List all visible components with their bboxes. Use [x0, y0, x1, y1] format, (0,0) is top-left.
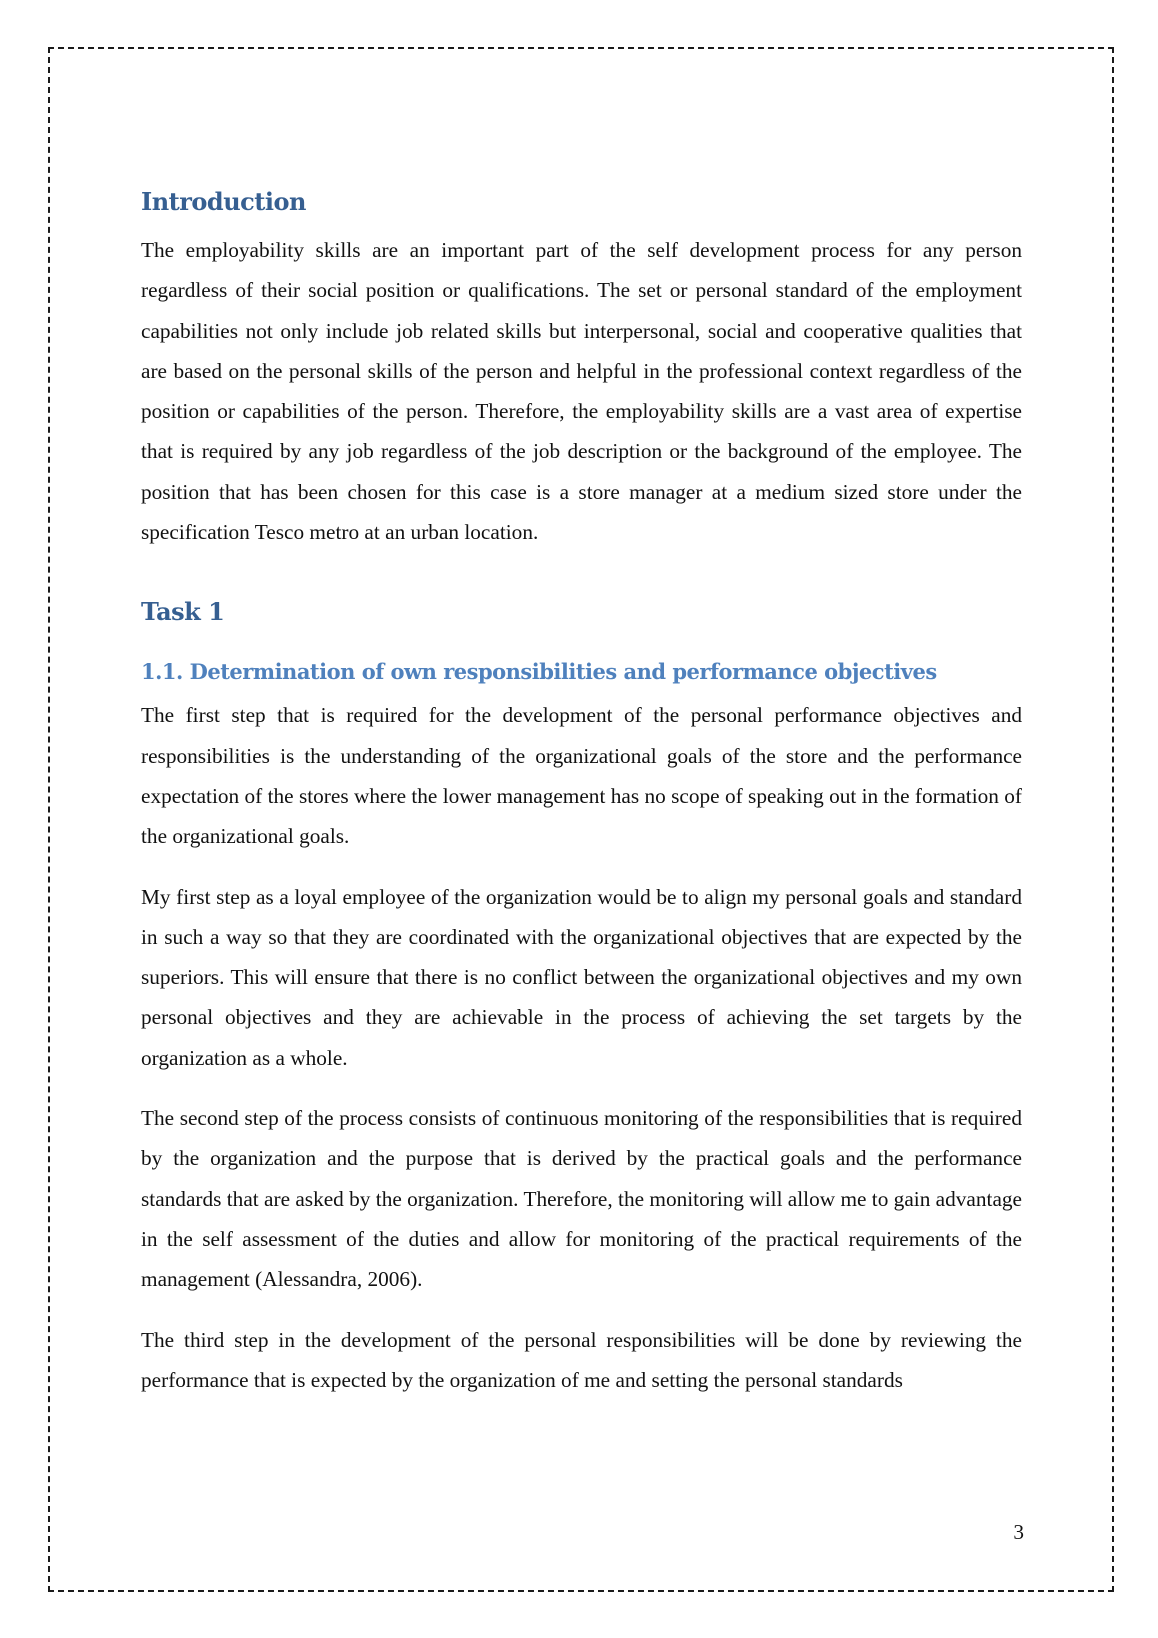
subsection-heading: 1.1. Determination of own responsibilities and performance objectives	[141, 659, 937, 685]
body-paragraph: The second step of the process consists of continuous monitoring of the responsibilities that is required by the organization and the purpose that is derived by the practical goals and the performance standards that are asked by the organization. Therefore, the monitoring will allow me to gain advantage in the self assessment of the duties and allow for monitoring of the practical requirements of the management (Alessandra, 2006).	[141, 1106, 1022, 1292]
introduction-paragraph: The employability skills are an important part of the self development process for any person regardless of their social position or qualifications. The set or personal standard of the employment capabilities not only include job related skills but interpersonal, social and cooperative qualities that are based on the personal skills of the person and helpful in the professional context regardless of the position or capabilities of the person. Therefore, the employability skills are a vast area of expertise that is required by any job regardless of the job description or the background of the employee. The position that has been chosen for this case is a store manager at a medium sized store under the specification Tesco metro at an urban location.	[141, 238, 1022, 545]
body-paragraph: The third step in the development of the personal responsibilities will be done by reviewing the performance that is expected by the organization of me and setting the personal standards	[141, 1327, 1022, 1392]
introduction-heading: Introduction	[141, 187, 306, 216]
body-paragraph: The first step that is required for the development of the personal performance objectives and responsibilities is the understanding of the organizational goals of the store and the performance expectation of the stores where the lower management has no scope of speaking out in the formation of the organizational goals.	[141, 703, 1022, 849]
page-content	[141, 182, 1022, 1400]
body-paragraph: My first step as a loyal employee of the organization would be to align my personal goals and standard in such a way so that they are coordinated with the organizational objectives that are expected by the superiors. This will ensure that there is no conflict between the organizational objectives and my own personal objectives and they are achievable in the process of achieving the set targets by the organization as a whole.	[141, 884, 1022, 1070]
task1-heading: Task 1	[141, 597, 225, 627]
page-number: 3	[1013, 1520, 1024, 1544]
